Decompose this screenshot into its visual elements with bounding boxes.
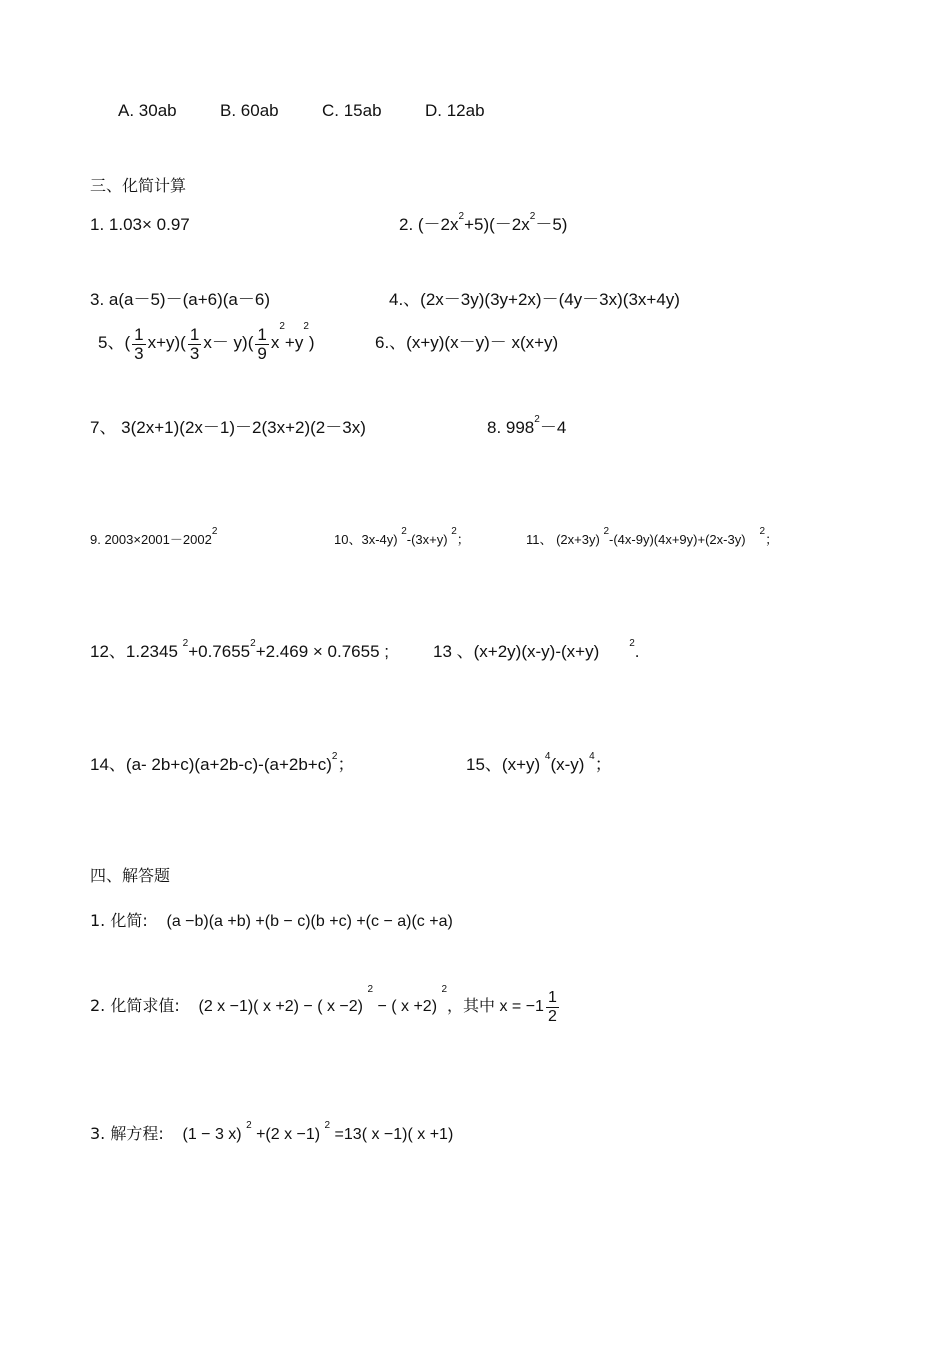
fraction: $\frac{1}{3}$ (134, 325, 144, 364)
problem-6: 6.、(x+y)(x－y)－ x(x+y) (375, 333, 559, 352)
problem-5: 5、( $\frac{1}{3}$ x+y)( $\frac{1}{3}$ x－ y)( $\frac{1}{9}$ $x^2+y^2$) (98, 321, 315, 364)
problem-2: 2. $(-2x^2+5)(-2x^2-5)$ (399, 211, 568, 234)
problem-1: 1. 1.03× 0.97 (90, 215, 190, 234)
section-title-simplify: 三、化简计算 (90, 176, 187, 195)
problem-8: 8. $998^2-4$ (487, 414, 567, 437)
choice-d: D. 12ab (425, 101, 485, 120)
problem-9: 9. $2003\times 2001-2002^2$ (90, 526, 218, 547)
problem-11: 11、 (2x+3y) $^2-(4x-9y)(4x+9y)+(2x-3y)^2$； (526, 526, 779, 547)
choice-b: B. 60ab (220, 101, 279, 120)
fraction: $\frac{1}{9}$ (257, 325, 267, 364)
problem-3: 3. a(a－5)－(a+6)(a－6) (90, 290, 270, 309)
answer-problem-2: 2. 化简求值: (2 x −1)( x +2) − ( x −2) $^2$ − ( x +2) $^2$，其中 x = −1 $\frac{1}{2}$ (90, 984, 557, 1026)
section-title-answers: 四、解答题 (90, 866, 171, 885)
problem-12: 12、1.2345 $^2+0.7655^2+2.469 \times 0.7655$ ; (90, 638, 389, 661)
problem-15: 15、(x+y) $^4$(x-y) $^4$； (466, 751, 612, 774)
answer-problem-3: 3. 解方程: (1 − 3 x) $^2$ +(2 x −1) $^2$ =13( x −1)( x +1) (90, 1120, 454, 1143)
fraction: $\frac{1}{2}$ (547, 989, 557, 1026)
problem-10: 10、3x-4y) $^2$-(3x+y) $^2$； (334, 526, 470, 547)
choice-c: C. 15ab (322, 101, 382, 120)
choice-a: A. 30ab (118, 101, 177, 120)
problem-7: 7、 3(2x+1)(2x－1)－2(3x+2)(2－3x) (90, 418, 366, 437)
problem-4: 4.、(2x－3y)(3y+2x)－(4y－3x)(3x+4y) (389, 290, 680, 309)
problem-14: 14、(a- $2b+c)(a+2b-c)-(a+2b+c)^2$； (90, 751, 355, 774)
answer-problem-1: 1. 化简: (a −b)(a +b) +(b − c)(b +c) +(c − a)(c +a) (90, 911, 453, 930)
problem-13: 13 、(x+2y)(x-y)-(x+y) $^2$. (433, 638, 640, 661)
fraction: $\frac{1}{3}$ (189, 325, 200, 364)
